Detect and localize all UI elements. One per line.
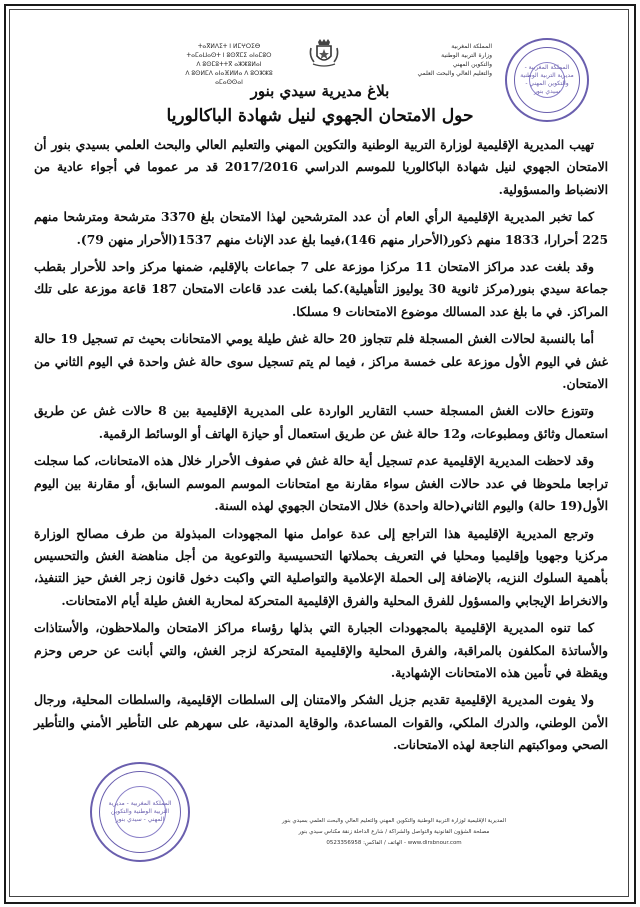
body-paragraph: كما تنوه المديرية الإقليمية بالمجهودات الجبارة التي بذلها رؤساء مراكز الامتحان والملاحظون، والأستاذات والأساتذة المكلفون بالمراقبة، والفرق المحلية والإقليمية المتحركة لزجر الغش، والتي أبانت عن حرص وحزم ويقظة في تأمين هذه الامتحانات الإشهادية. <box>34 620 608 680</box>
header-tifinagh-line: ⴷ ⵓⵙⵍⵎⴷ ⴰⵏⴰⴼⵍⵍⴰ ⴷ ⵓⵔⵣⵣⵓ ⴰⵎⴰⵙⵙⴰⵏ <box>185 70 273 86</box>
body-paragraph: أما بالنسبة لحالات الغش المسجلة فلم تتجاوز 20 حالة غش طيلة يومي الامتحانات بحيث تم تسجيل 19 حالة غش في اليوم الأول موزعة على خمسة مراكز ، فيما لم يتم تسجيل سوى حالة غش واحدة في اليوم الثاني من الامتحان. <box>34 331 608 392</box>
document-body <box>34 134 608 762</box>
official-stamp-bottom <box>90 762 190 862</box>
stamp-text: المملكة المغربية - مديرية التربية الوطنية والتكوين المهني - سيدي بنور <box>520 64 574 95</box>
document-subtitle: حول الامتحان الجهوي لنيل شهادة الباكالوريا <box>166 106 474 126</box>
stamp-text: المملكة المغربية - مديرية التربية الوطنية والتكوين المهني - سيدي بنور <box>108 800 172 823</box>
header-arabic-line: والتكوين المهني <box>452 61 492 68</box>
footer-line: مصلحة الشؤون القانونية والتواصل والشراكة / شارع الداخلة زنقة مكناس سيدي بنور <box>298 829 490 835</box>
body-paragraph: وترجع المديرية الإقليمية هذا التراجع إلى عدة عوامل منها المجهودات المبذولة من طرف مصالح الوزارة مركزيا وجهويا وإقليميا ومحليا في التعريف بحملاتها التحسيسية والتوعوية من أجل مناهضة الغش والتحسيس بأهمية السلوك النزيه، بالإضافة إلى الحملة الإعلامية والتواصلية التي واكبت دخول قانون زجر الغش حيز التنفيذ، والانخراط الإيجابي والمسؤول للفرق المحلية والفرق الإقليمية المتحركة لمحاربة الغش طيلة أيام الامتحانات. <box>34 525 608 608</box>
body-paragraph: وتتوزع حالات الغش المسجلة حسب التقارير الواردة على المديرية الإقليمية بين 8 حالات غش عن طريق استعمال وثائق ومطبوعات، و12 حالة غش عن طريق استعمال أو حيازة الهاتف أو الوسائط الرقمية. <box>34 403 608 441</box>
document-footer <box>198 816 590 849</box>
body-paragraph: ولا يفوت المديرية الإقليمية تقديم جزيل الشكر والامتنان إلى السلطات الإقليمية، والسلطات المحلية، ورجال الأمن الوطني، والدرك الملكي، والقوات المساعدة، والوقاية المدنية، على سهرهم على التأطير الأمني والتأطير الصحي ومواكبتهم الناجعة لهذه الامتحانات. <box>34 692 608 753</box>
body-paragraph: كما تخبر المديرية الإقليمية الرأي العام أن عدد المترشحين لهذا الامتحان بلغ 3370 مترشحة ومترشحا منهم 225 أحرارا، 1833 منهم ذكور(الأحرار منهم 146)،فيما بلغ عدد الإناث منهم 1537(الأحرار منهن 79). <box>34 209 608 247</box>
footer-line: المديرية الإقليمية لوزارة التربية الوطنية والتكوين المهني والتعليم العالي والبحث العلمي بسيدي بنور <box>281 818 507 824</box>
header-arabic-line: وزارة التربية الوطنية <box>441 52 492 59</box>
body-paragraph: وقد بلغت عدد مراكز الامتحان 11 مركزا موزعة على 7 جماعات بالإقليم، ضمنها مركز واحد للأحرار بقطب جماعة سيدي بنور(مركز ثانوية 30 يوليوز التأهيلية).كما بلغت عدد قاعات الامتحان 187 قاعة موزعة على تلك المراكز. في ما بلغ عدد المسالك موضوع الامتحانات 9 مسلكا. <box>34 259 608 319</box>
body-paragraph: وقد لاحظت المديرية الإقليمية عدم تسجيل أية حالة غش في صفوف الأحرار خلال هذه الامتحانات، كما سجلت تراجعا ملحوظا في عدد حالات الغش سواء مقارنة مع امتحانات الموسم الموسم السابق، أو مقارنة بين اليوم الأول(19 حالة) واليوم الثاني(حالة واحدة) خلال الامتحان الجهوي لهذه السنة. <box>34 453 608 514</box>
royal-emblem-icon <box>308 38 340 68</box>
header-tifinagh-line: ⴷ ⵓⵙⵎⵓⵜⵜⴳ ⴰⵣⵣⵓⵍⴰⵏ <box>196 61 262 68</box>
header-tifinagh-line: ⵜⴰⴳⵍⴷⵉⵜ ⵏ ⵍⵎⵖⵔⵉⴱ <box>197 43 261 50</box>
footer-line: www.dirsbnour.com - الهاتف / الفاكس: 0523356958 <box>326 840 462 846</box>
tifinagh-header <box>176 42 282 87</box>
header-arabic-line: والتعليم العالي والبحث العلمي <box>417 70 492 77</box>
body-paragraph: تهيب المديرية الإقليمية لوزارة التربية الوطنية والتكوين المهني والتعليم العالي والبحث العلمي بسيدي بنور أن الامتحان الجهوي لنيل شهادة الباكالوريا للموسم الدراسي 2017/2016 قد مر عموما في أجواء عادية من الانضباط والمسؤولية. <box>34 137 609 197</box>
header-tifinagh-line: ⵜⴰⵎⴰⵡⴰⵙⵜ ⵏ ⵓⵙⴳⵎⵉ ⴰⵏⴰⵎⵓⵔ <box>186 52 272 59</box>
arabic-header <box>382 42 492 78</box>
header-arabic-line: المملكة المغربية <box>451 43 492 50</box>
document-title: بلاغ مديرية سيدي بنور <box>250 82 390 100</box>
